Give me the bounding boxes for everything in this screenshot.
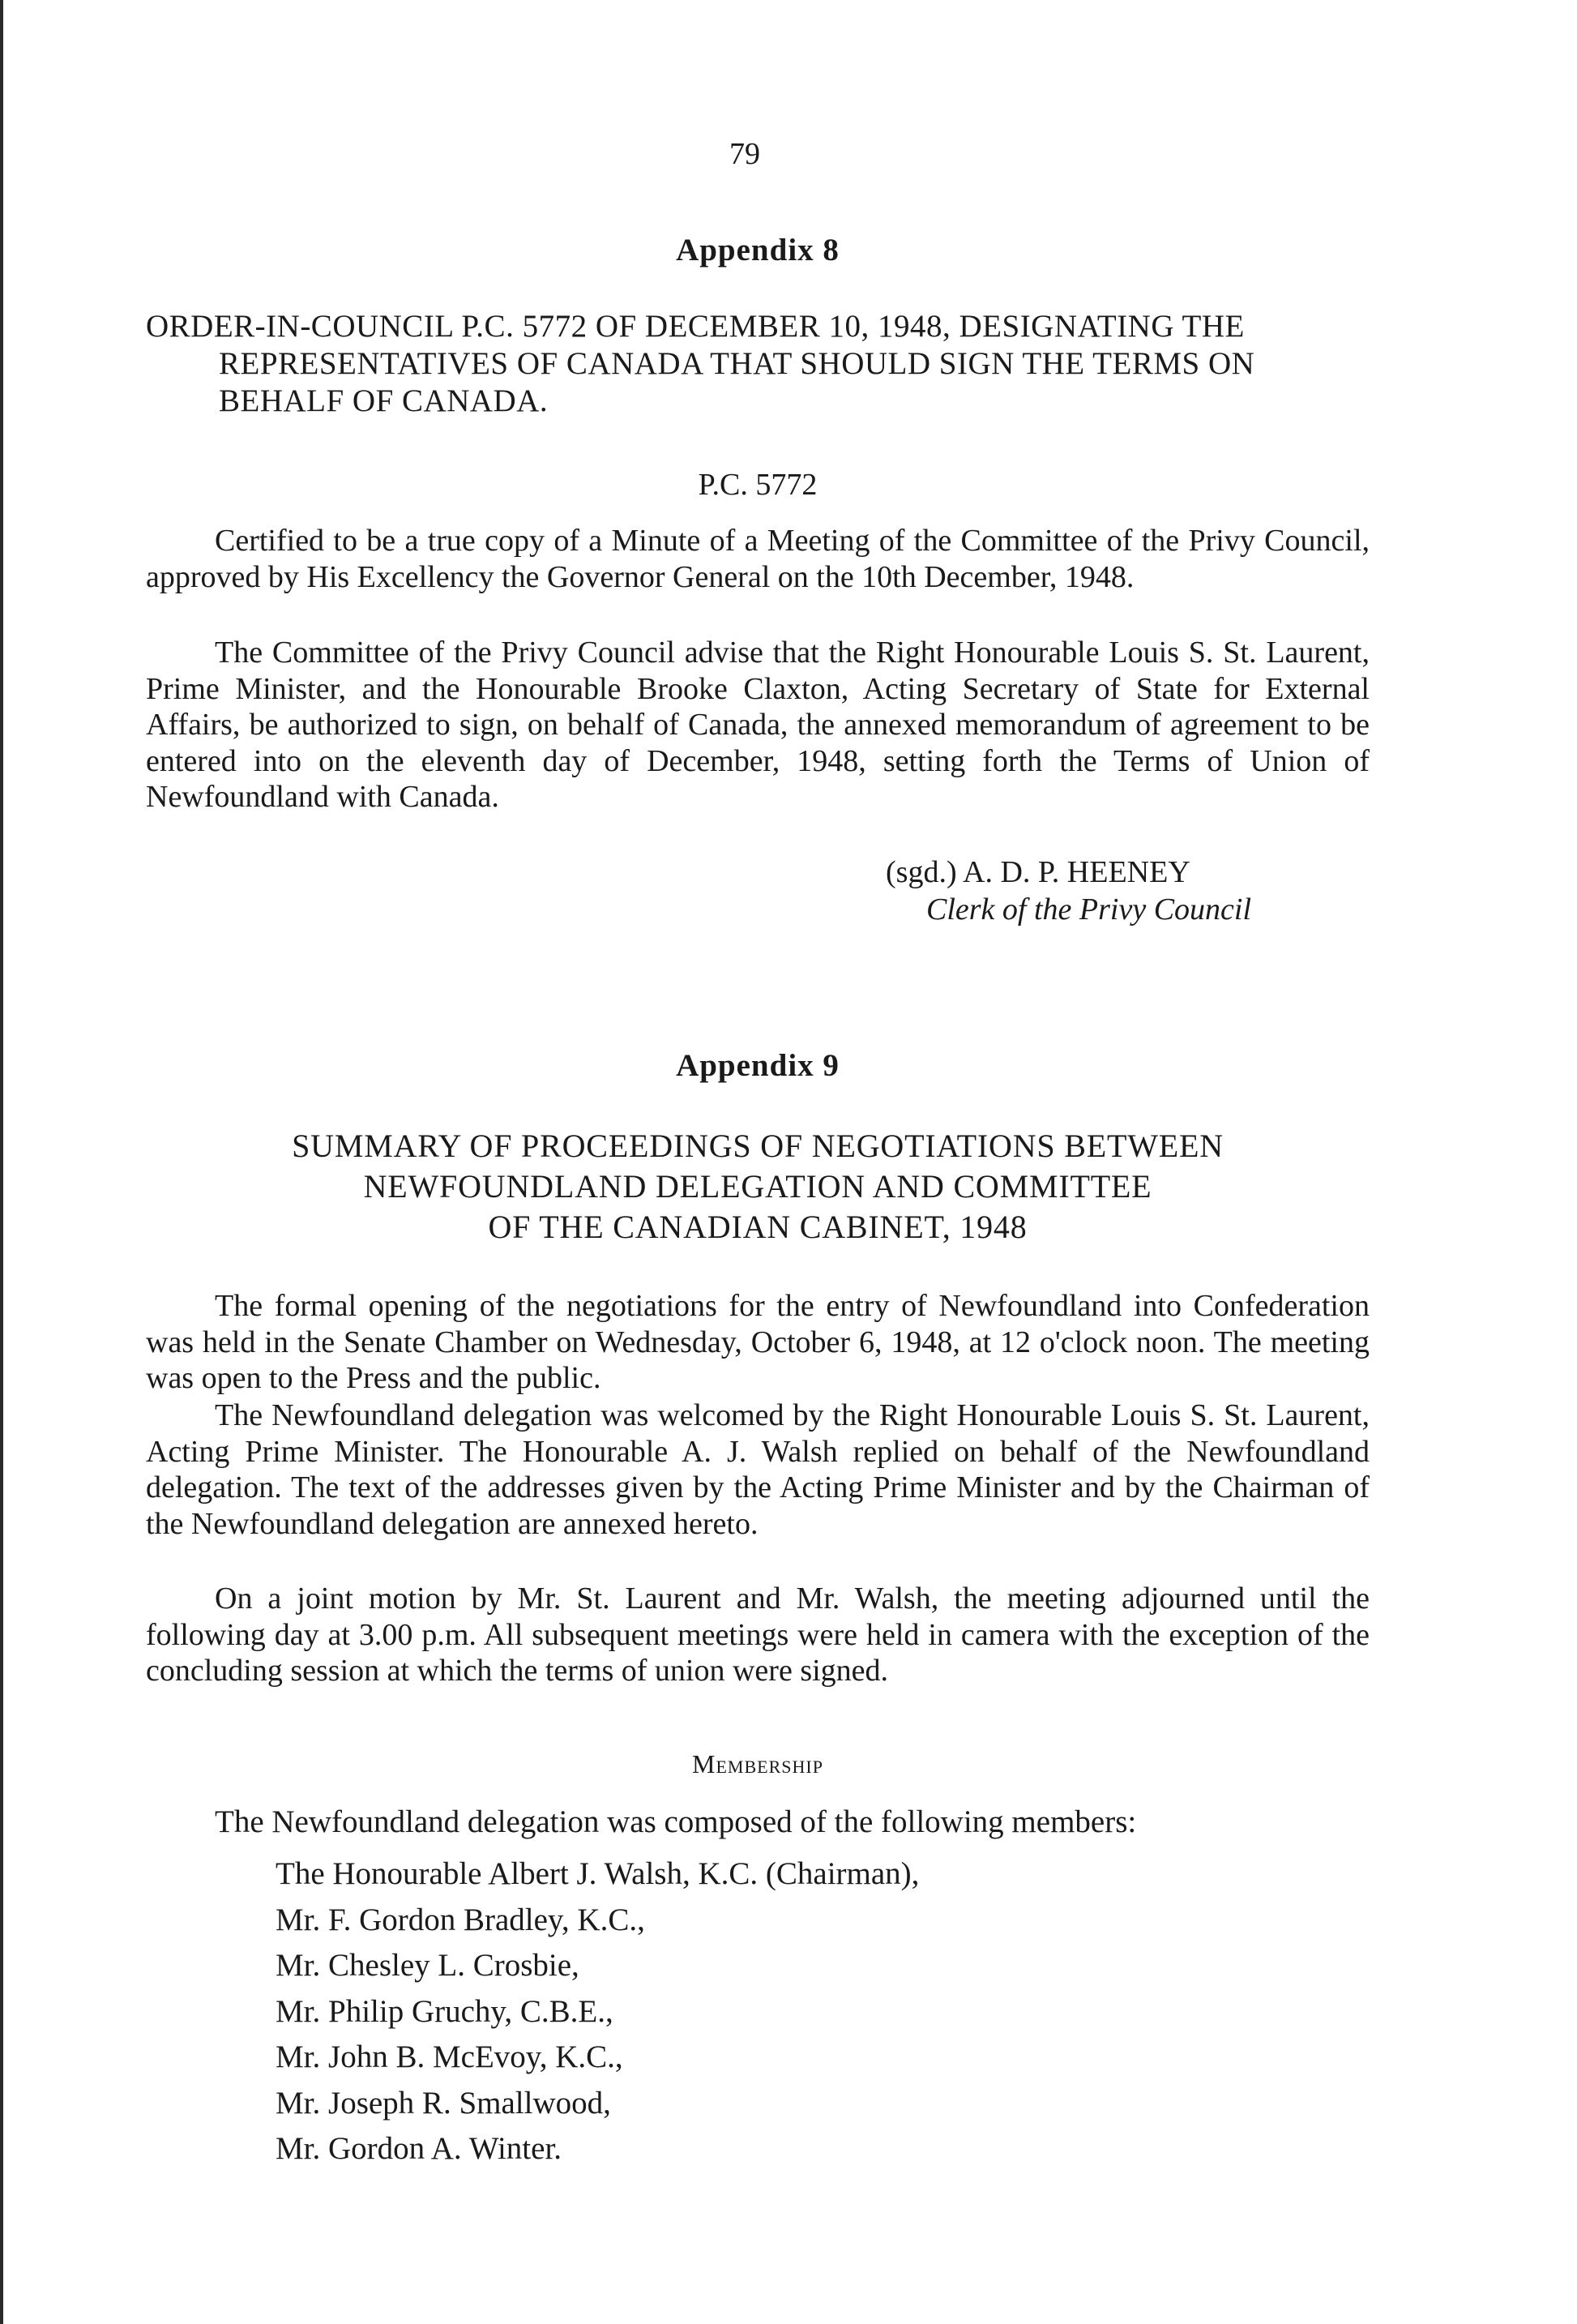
member-item: Mr. Chesley L. Crosbie,: [276, 1948, 579, 1983]
member-item: The Honourable Albert J. Walsh, K.C. (Chairman),: [276, 1856, 920, 1891]
appendix-9-title-line-1: SUMMARY OF PROCEEDINGS OF NEGOTIATIONS BETWEEN: [292, 1128, 1224, 1164]
member-item: Mr. F. Gordon Bradley, K.C.,: [276, 1902, 645, 1937]
appendix-8-title: ORDER-IN-COUNCIL P.C. 5772 OF DECEMBER 10, 1948, DESIGNATING THE REPRESENTATIVES OF CANADA THAT SHOULD SIGN THE TERMS ON BEHALF OF CANADA.: [146, 309, 1255, 418]
appendix-8-reference: P.C. 5772: [698, 468, 818, 502]
appendix-9-paragraph-1: The formal opening of the negotiations for the entry of Newfoundland into Confederation was held in the Senate Chamber on Wednesday, October 6, 1948, at 12 o'clock noon. The meeting was open to the Press and the public.: [146, 1289, 1370, 1395]
appendix-9-paragraph-2: The Newfoundland delegation was welcomed by the Right Honourable Louis S. St. Laurent, Acting Prime Minister. The Honourable A. J. Walsh replied on behalf of the Newfoundland delegation. The text of the addresses given by the Acting Prime Minister and by the Chairman of the Newfoundland delegation are annexed hereto.: [146, 1398, 1370, 1541]
appendix-9-heading: Appendix 9: [676, 1048, 840, 1083]
scan-edge: [0, 0, 3, 2324]
signature-name: (sgd.) A. D. P. HEENEY: [886, 855, 1190, 889]
appendix-9-paragraph-3: On a joint motion by Mr. St. Laurent and Mr. Walsh, the meeting adjourned until the following day at 3.00 p.m. All subsequent meetings were held in camera with the exception of the concluding session at which the terms of union were signed.: [146, 1581, 1370, 1688]
signature-title: Clerk of the Privy Council: [926, 892, 1252, 927]
appendix-8-heading: Appendix 8: [676, 233, 840, 267]
page-number: 79: [729, 137, 760, 171]
signature-block: [886, 854, 1251, 928]
member-list: [276, 1851, 919, 2172]
membership-intro: The Newfoundland delegation was composed of the following members:: [215, 1804, 1137, 1839]
member-item: Mr. Joseph R. Smallwood,: [276, 2085, 611, 2121]
membership-heading: Membership: [692, 1749, 823, 1778]
appendix-9-title-line-2: NEWFOUNDLAND DELEGATION AND COMMITTEE: [363, 1168, 1152, 1205]
member-item: Mr. Philip Gruchy, C.B.E.,: [276, 1993, 613, 2029]
member-item: Mr. John B. McEvoy, K.C.,: [276, 2039, 623, 2074]
appendix-9-title-line-3: OF THE CANADIAN CABINET, 1948: [488, 1209, 1028, 1245]
appendix-8-paragraph-2: The Committee of the Privy Council advise that the Right Honourable Louis S. St. Laurent, Prime Minister, and the Honourable Brooke Claxton, Acting Secretary of State for External Affairs, be authorized to sign, on behalf of Canada, the annexed memorandum of agreement to be entered into on the eleventh day of December, 1948, setting forth the Terms of Union of Newfoundland with Canada.: [146, 636, 1370, 814]
member-item: Mr. Gordon A. Winter.: [276, 2131, 562, 2166]
appendix-8-paragraph-1: Certified to be a true copy of a Minute of a Meeting of the Committee of the Privy Council, approved by His Excellency the Governor General on the 10th December, 1948.: [146, 524, 1370, 594]
